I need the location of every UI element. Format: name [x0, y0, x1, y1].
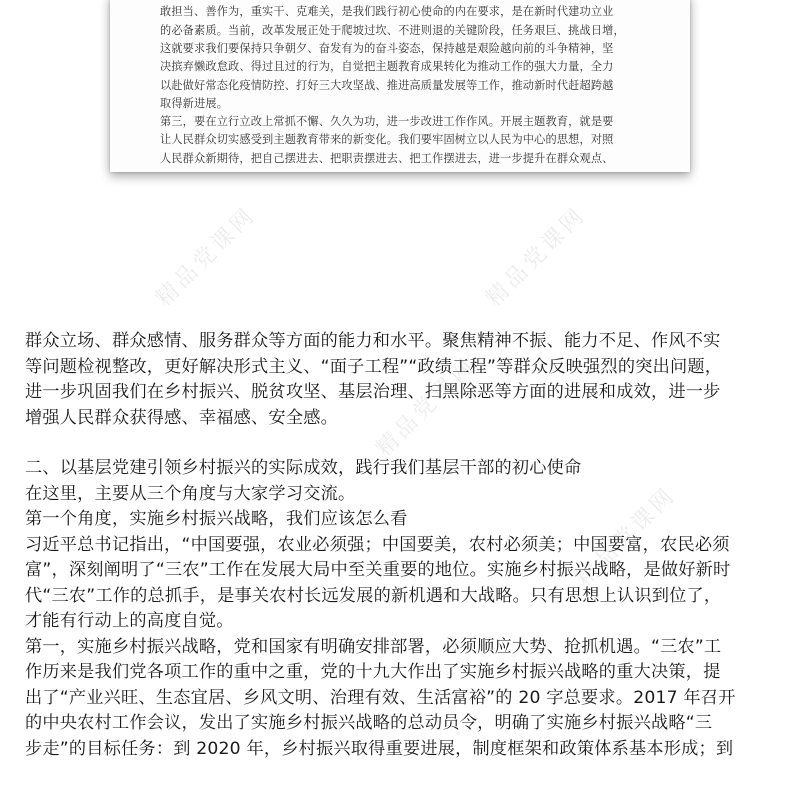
watermark: 精品党课网 [481, 202, 592, 312]
preview-line: 以赴做好常态化疫情防控、打好三大攻坚战、推进高质量发展等工作，推动新时代赶超跨越 [160, 78, 614, 92]
preview-line: 决摈弃懒政怠政、得过且过的行为，自觉把主题教育成果转化为推动工作的强大力量，全力 [160, 60, 614, 74]
section-heading: 二、以基层党建引领乡村振兴的实际成效，践行我们基层干部的初心使命 [25, 458, 582, 478]
preview-line: 这就要求我们要保持只争朝夕、奋发有为的奋斗姿态，保持越是艰险越向前的斗争精神，坚 [160, 41, 614, 55]
paragraph-line: 等问题检视整改，更好解决形式主义、“面子工程”“政绩工程”等群众反映强烈的突出问题， [25, 356, 723, 377]
preview-line: 让人民群众切实感受到主题教育带来的新变化。我们要牢固树立以人民为中心的思想，对照 [160, 133, 614, 147]
paragraph-line: 步走”的目标任务：到 2020 年，乡村振兴取得重要进展，制度框架和政策体系基本形成；到 [25, 738, 734, 759]
paragraph-line: 代“三农”工作的总抓手，是事关农村长远发展的新机遇和大战略。只有思想上认识到位了， [25, 585, 722, 606]
paragraph-line: 才能有行动上的高度自觉。 [25, 611, 234, 631]
paragraph-line: 的中央农村工作会议，发出了实施乡村振兴战略的总动员令，明确了实施乡村振兴战略“三 [25, 713, 713, 733]
paragraph-line: 作历来是我们党各项工作的重中之重，党的十九大作出了实施乡村振兴战略的重大决策，提 [25, 662, 721, 682]
document-body [25, 329, 785, 762]
paragraph-line: 进一步巩固我们在乡村振兴、脱贫攻坚、基层治理、扫黑除恶等方面的进展和成效，进一步 [25, 382, 721, 402]
watermark: 精品党课网 [151, 202, 262, 312]
paragraph-line: 第一，实施乡村振兴战略，党和国家有明确安排部署，必须顺应大势、抢抓机遇。“三农”工 [25, 636, 722, 657]
watermark: 精品党课网 [571, 482, 682, 592]
paragraph-line: 富”，深刻阐明了“三农”工作在发展大局中至关重要的地位。实施乡村振兴战略，是做好新时 [25, 560, 731, 580]
paragraph-gap [25, 431, 785, 456]
sub-heading: 第一个角度，实施乡村振兴战略，我们应该怎么看 [25, 509, 408, 529]
watermark: 精品党课网 [371, 352, 482, 462]
paragraph-line: 群众立场、群众感情、服务群众等方面的能力和水平。聚焦精神不振、能力不足、作风不实 [25, 331, 721, 351]
paragraph-line: 出了“产业兴旺、生态宜居、乡风文明、治理有效、生活富裕”的 20 字总要求。2017 年召开 [25, 687, 736, 708]
preview-line: 取得新进展。 [160, 96, 229, 110]
preview-line: 敢担当、善作为，重实干、克难关，是我们践行初心使命的内在要求，是在新时代建功立业 [160, 5, 614, 19]
intro-line: 在这里，主要从三个角度与大家学习交流。 [25, 483, 356, 504]
paragraph-line: 增强人民群众获得感、幸福感、安全感。 [25, 407, 338, 428]
preview-line: 人民群众新期待，把自己摆进去、把职责摆进去、把工作摆进去，进一步提升在群众观点、 [160, 151, 614, 165]
preview-line: 第三，要在立行立改上常抓不懈、久久为功，进一步改进工作作风。开展主题教育，就是要 [160, 115, 614, 129]
paragraph-line: 习近平总书记指出，“中国要强，农业必须强；中国要美，农村必须美；中国要富，农民必须 [25, 534, 730, 555]
preview-line: 的必备素质。当前，改革发展正处于爬坡过坎、不进则退的关键阶段，任务艰巨、挑战日增， [160, 23, 625, 37]
document-preview-card [110, 0, 690, 172]
